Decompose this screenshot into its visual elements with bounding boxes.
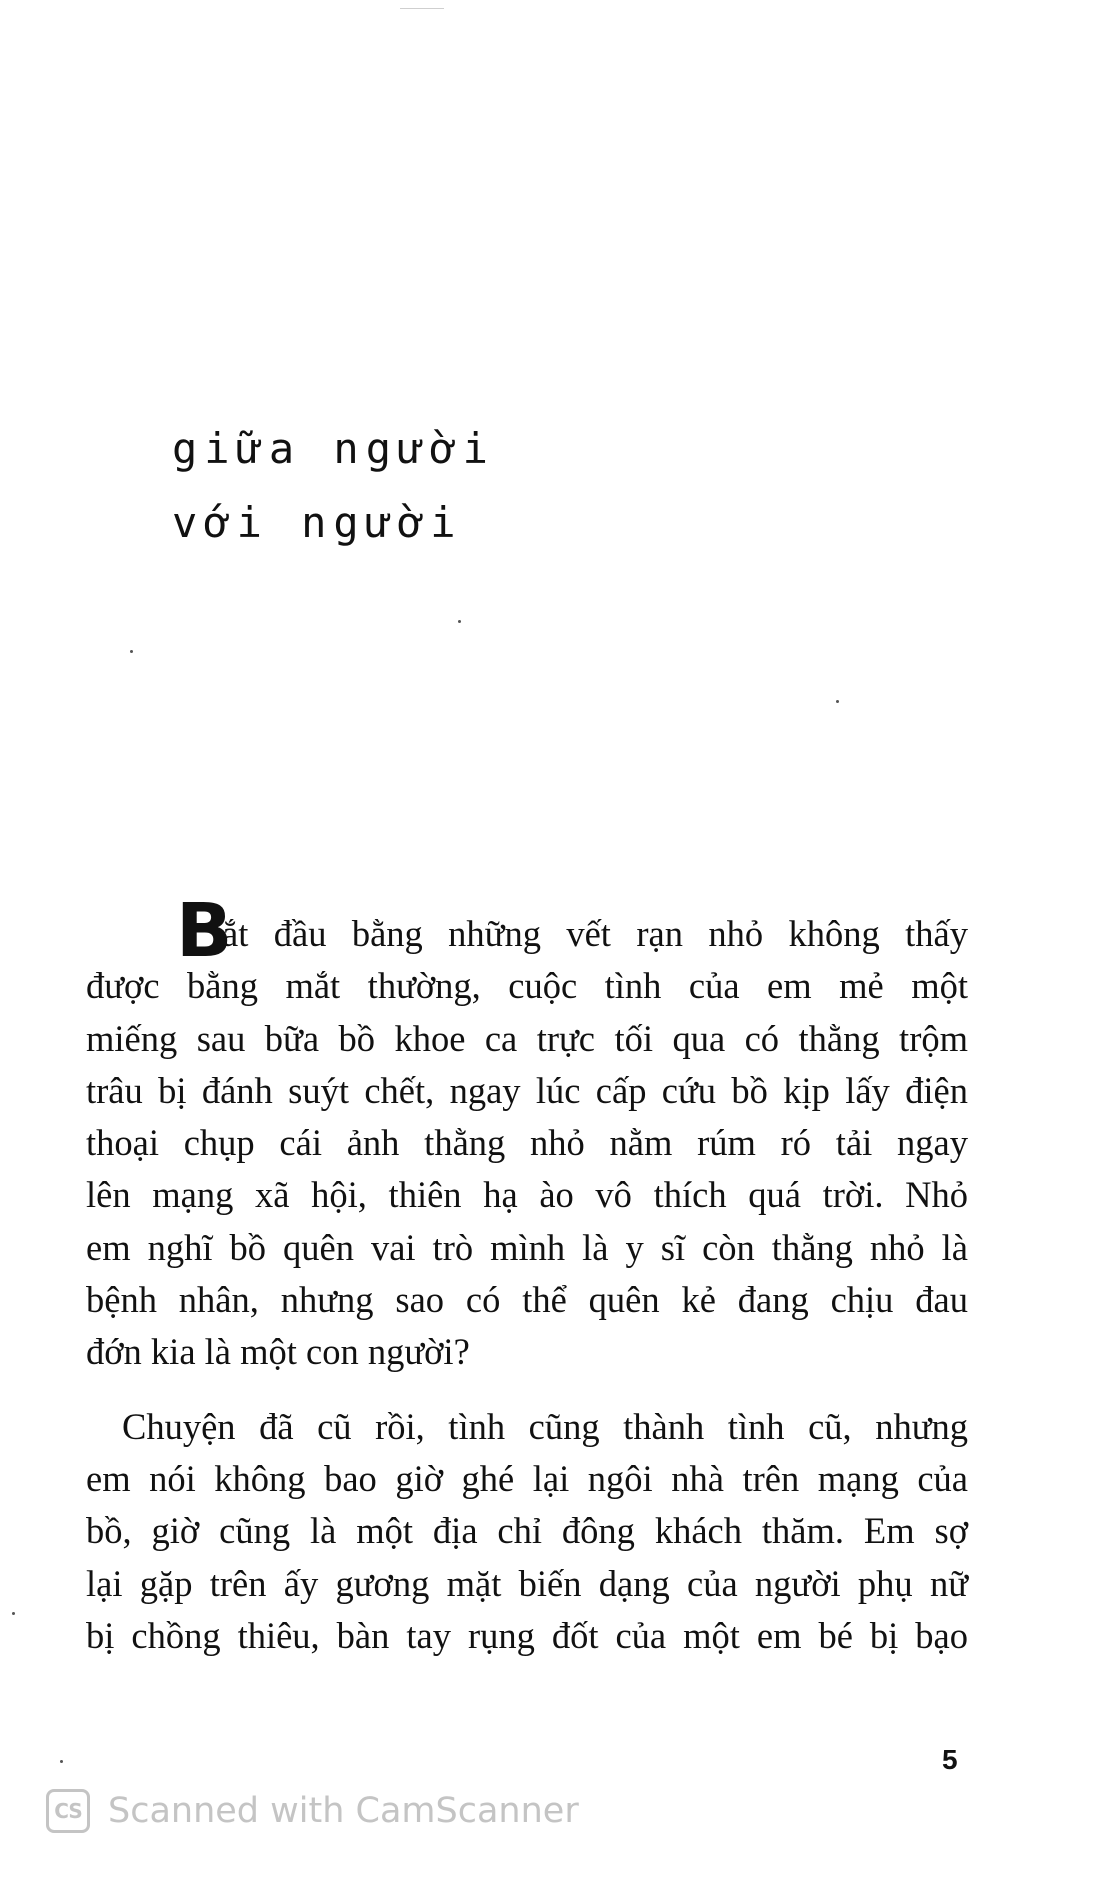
scan-speck <box>60 1760 63 1763</box>
camscanner-watermark <box>46 1787 579 1835</box>
paragraph-1-line-4: trâu bị đánh suýt chết, ngay lúc cấp cứu bồ kịp lấy điện <box>86 1069 968 1111</box>
paragraph-1-line-6: lên mạng xã hội, thiên hạ ào vô thích quá trời. Nhỏ <box>86 1174 968 1216</box>
scan-speck <box>458 620 461 623</box>
scan-speck <box>12 1612 15 1615</box>
paragraph-1-line-2: được bằng mắt thường, cuộc tình của em mẻ một <box>86 965 968 1007</box>
paragraph-1-line-5: thoại chụp cái ảnh thằng nhỏ nằm rúm ró tải ngay <box>86 1122 968 1164</box>
body-text <box>86 888 968 1662</box>
chapter-title <box>172 412 495 560</box>
scan-edge-mark <box>400 8 444 9</box>
page-number: 5 <box>942 1744 958 1775</box>
paragraph-1 <box>86 888 968 1379</box>
paragraph-1-line-9: đớn kia là một con người? <box>86 1331 470 1373</box>
paragraph-1-line-1: B ắt đầu bằng những vết rạn nhỏ không thấy <box>176 888 968 974</box>
paragraph-2-line-3: bồ, giờ cũng là một địa chỉ đông khách thăm. Em sợ <box>86 1510 968 1552</box>
paragraph-2-line-2: em nói không bao giờ ghé lại ngôi nhà trên mạng của <box>86 1457 968 1499</box>
paragraph-1-line-3: miếng sau bữa bồ khoe ca trực tối qua có thằng trộm <box>86 1017 968 1059</box>
paragraph-2 <box>86 1401 968 1662</box>
scan-speck <box>130 650 133 653</box>
chapter-title-line-1: giữa người <box>172 424 495 473</box>
paragraph-2-line-4: lại gặp trên ấy gương mặt biến dạng của người phụ nữ <box>86 1562 968 1604</box>
paragraph-1-line-7: em nghĩ bồ quên vai trò mình là y sĩ còn thằng nhỏ là <box>86 1226 968 1268</box>
watermark-text: Scanned with CamScanner <box>108 1791 579 1831</box>
chapter-title-line-2: với người <box>172 498 463 547</box>
drop-cap: B <box>176 888 233 974</box>
paragraph-1-line-8: bệnh nhân, nhưng sao có thể quên kẻ đang chịu đau <box>86 1279 968 1321</box>
camscanner-logo-icon: CS <box>46 1789 90 1833</box>
paragraph-2-line-1: Chuyện đã cũ rồi, tình cũng thành tình cũ, nhưng <box>122 1405 968 1447</box>
paragraph-2-line-5: bị chồng thiêu, bàn tay rụng đốt của một em bé bị bạo <box>86 1614 968 1656</box>
scan-speck <box>836 700 839 703</box>
